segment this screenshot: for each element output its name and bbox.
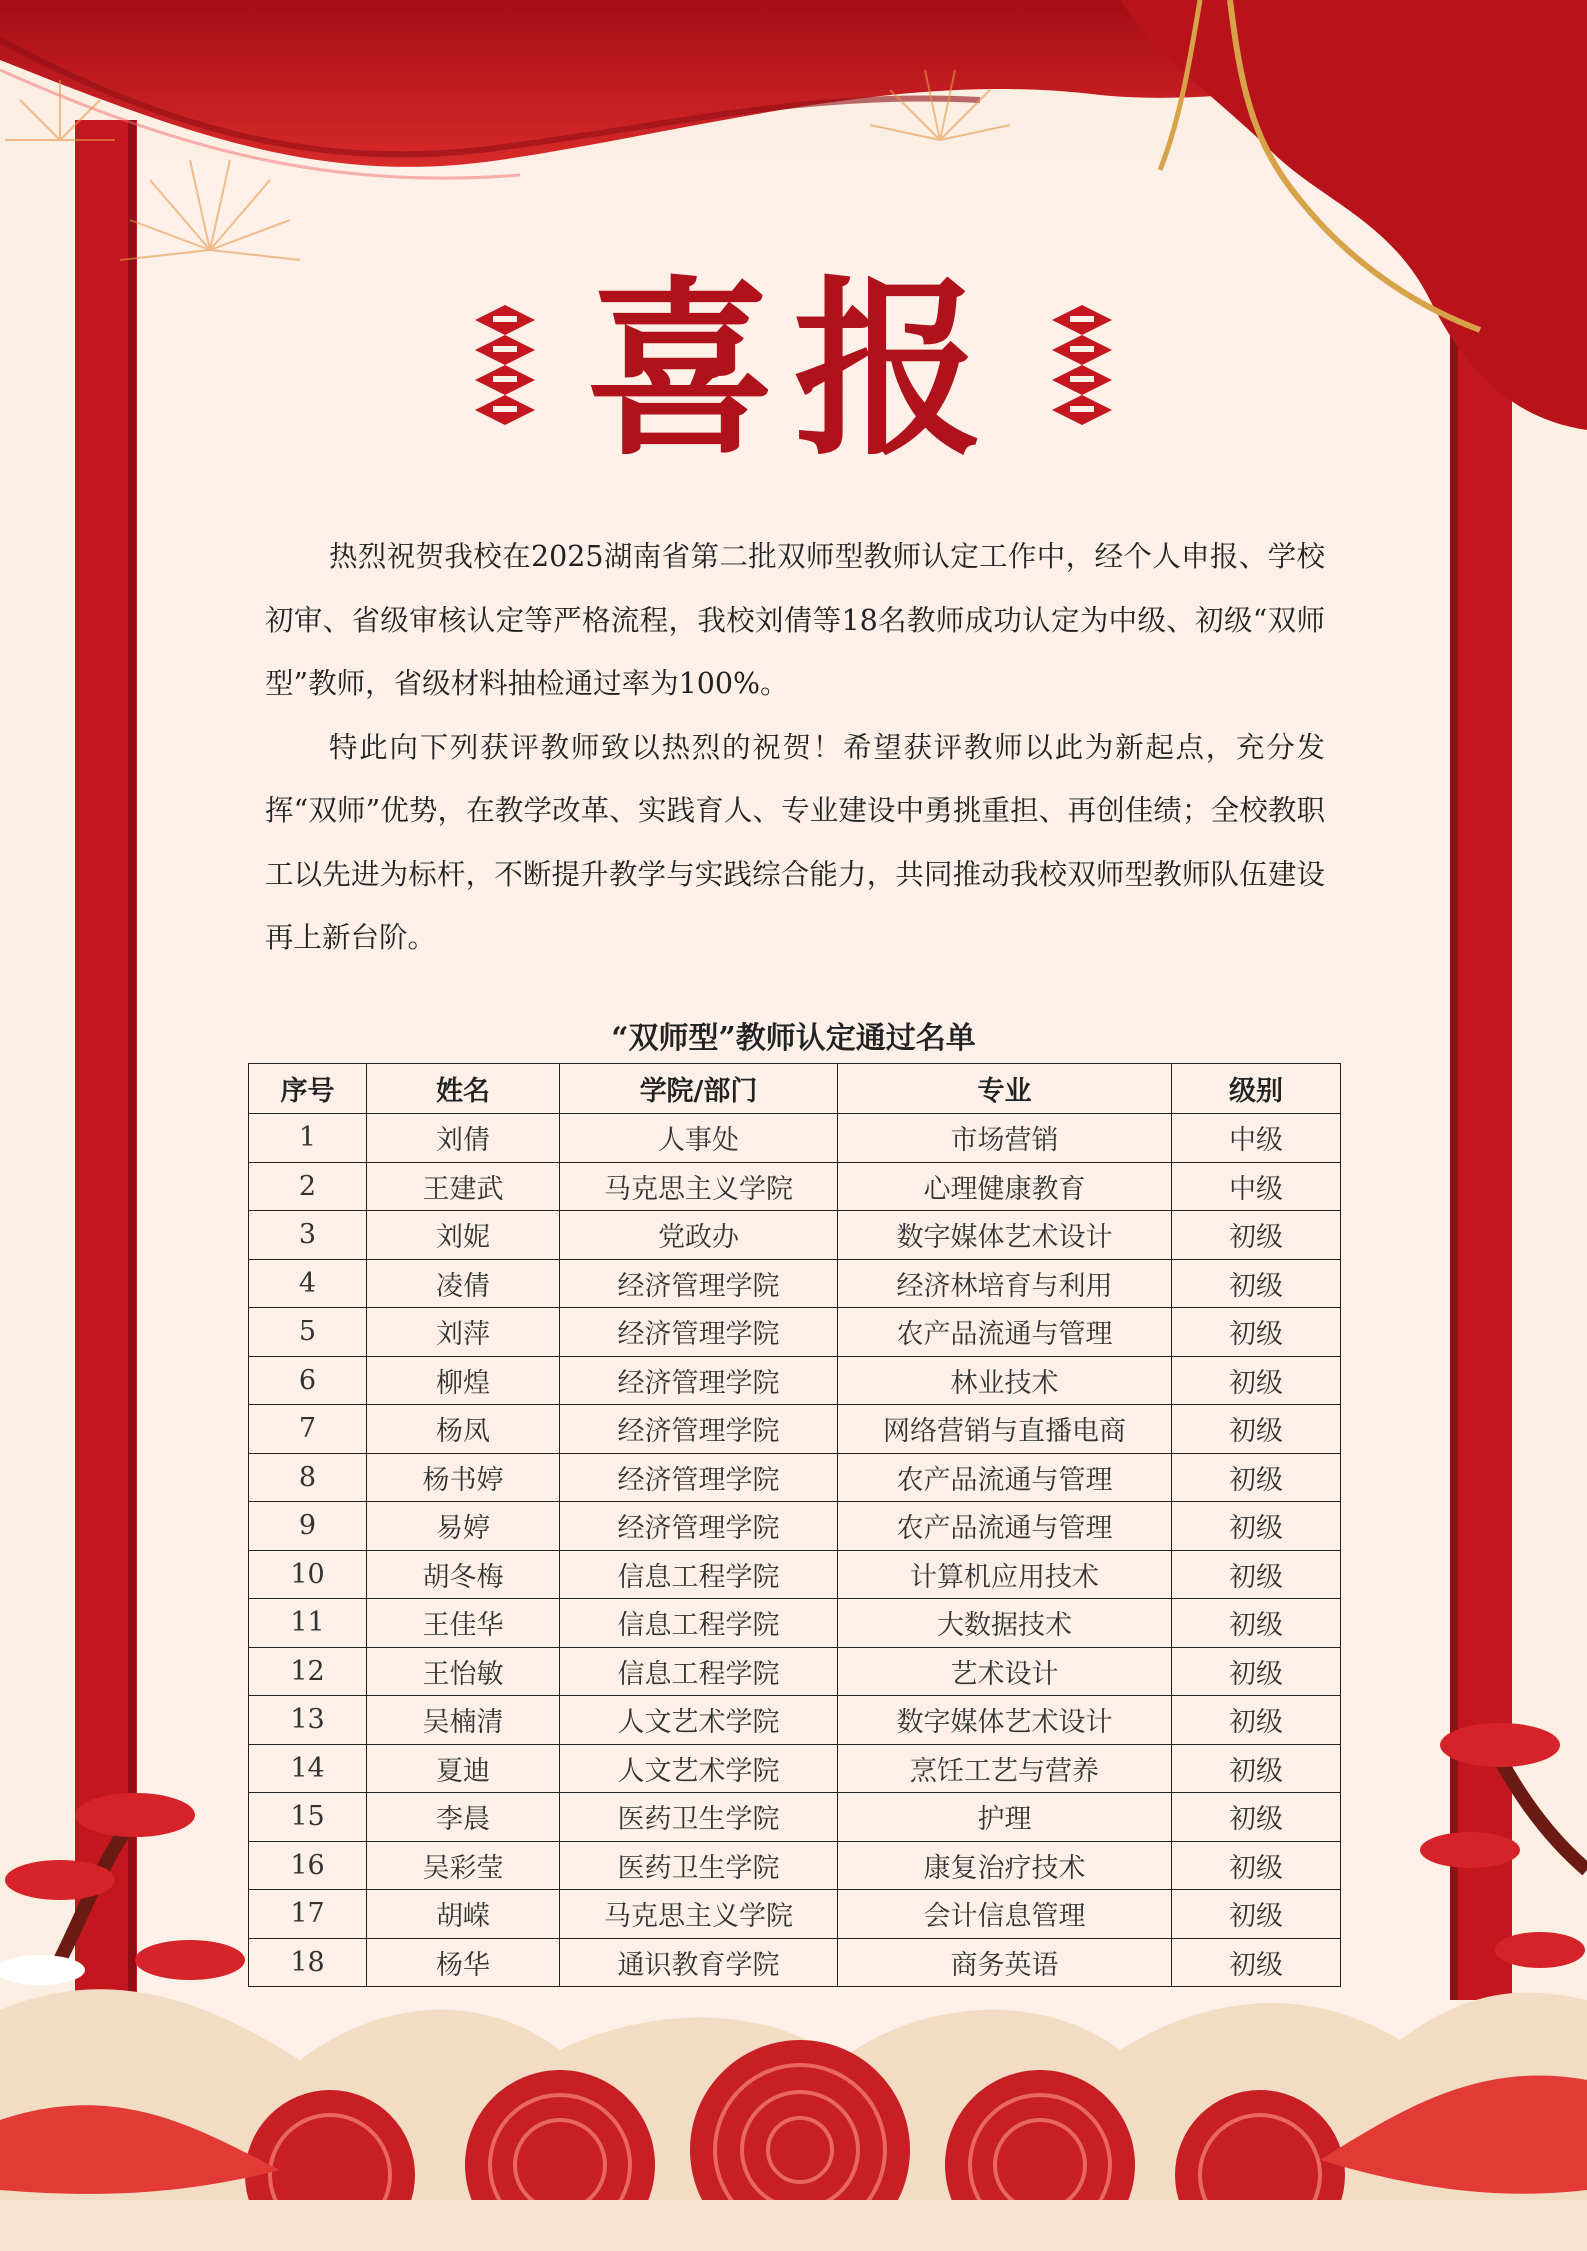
major-cell: 农产品流通与管理	[838, 1453, 1172, 1502]
level-cell: 初级	[1172, 1259, 1341, 1308]
major-cell: 林业技术	[838, 1356, 1172, 1405]
row-number-cell: 13	[249, 1696, 367, 1745]
major-cell: 心理健康教育	[838, 1162, 1172, 1211]
department-cell: 通识教育学院	[560, 1938, 838, 1987]
table-row	[249, 1162, 1341, 1211]
department-cell: 人文艺术学院	[560, 1696, 838, 1745]
table-row	[249, 1211, 1341, 1260]
row-number-cell: 17	[249, 1890, 367, 1939]
level-cell: 初级	[1172, 1356, 1341, 1405]
level-cell: 初级	[1172, 1599, 1341, 1648]
level-cell: 初级	[1172, 1938, 1341, 1987]
department-cell: 马克思主义学院	[560, 1890, 838, 1939]
level-cell: 初级	[1172, 1841, 1341, 1890]
level-cell: 初级	[1172, 1502, 1341, 1551]
table-row	[249, 1841, 1341, 1890]
level-cell: 中级	[1172, 1162, 1341, 1211]
row-number-cell: 12	[249, 1647, 367, 1696]
major-cell: 会计信息管理	[838, 1890, 1172, 1939]
department-cell: 医药卫生学院	[560, 1793, 838, 1842]
announcement-body	[265, 525, 1325, 970]
name-cell: 凌倩	[367, 1259, 560, 1308]
major-cell: 网络营销与直播电商	[838, 1405, 1172, 1454]
major-cell: 烹饪工艺与营养	[838, 1744, 1172, 1793]
roster-title: “双师型”教师认定通过名单	[611, 1021, 976, 1056]
name-cell: 胡嵘	[367, 1890, 560, 1939]
table-row	[249, 1308, 1341, 1357]
column-header: 姓名	[367, 1064, 560, 1114]
major-cell: 大数据技术	[838, 1599, 1172, 1648]
major-cell: 市场营销	[838, 1114, 1172, 1163]
department-cell: 人事处	[560, 1114, 838, 1163]
row-number-cell: 11	[249, 1599, 367, 1648]
lantern-ornament-icon	[465, 300, 545, 440]
row-number-cell: 7	[249, 1405, 367, 1454]
row-number-cell: 1	[249, 1114, 367, 1163]
table-row	[249, 1890, 1341, 1939]
roster-table	[248, 1063, 1341, 1987]
level-cell: 初级	[1172, 1890, 1341, 1939]
table-row	[249, 1599, 1341, 1648]
name-cell: 吴彩莹	[367, 1841, 560, 1890]
name-cell: 刘妮	[367, 1211, 560, 1260]
row-number-cell: 18	[249, 1938, 367, 1987]
name-cell: 刘萍	[367, 1308, 560, 1357]
department-cell: 经济管理学院	[560, 1259, 838, 1308]
name-cell: 夏迪	[367, 1744, 560, 1793]
announcement-paragraph: 热烈祝贺我校在2025湖南省第二批双师型教师认定工作中，经个人申报、学校初审、省级审核认定等严格流程，我校刘倩等18名教师成功认定为中级、初级“双师型”教师，省级材料抽检通过率为100%。	[265, 540, 1325, 700]
table-row	[249, 1938, 1341, 1987]
department-cell: 经济管理学院	[560, 1405, 838, 1454]
lantern-ornament-icon	[1042, 300, 1122, 440]
row-number-cell: 14	[249, 1744, 367, 1793]
level-cell: 初级	[1172, 1793, 1341, 1842]
major-cell: 数字媒体艺术设计	[838, 1211, 1172, 1260]
row-number-cell: 5	[249, 1308, 367, 1357]
name-cell: 柳煌	[367, 1356, 560, 1405]
department-cell: 经济管理学院	[560, 1453, 838, 1502]
column-header: 序号	[249, 1064, 367, 1114]
column-header: 级别	[1172, 1064, 1341, 1114]
level-cell: 初级	[1172, 1453, 1341, 1502]
department-cell: 信息工程学院	[560, 1647, 838, 1696]
table-row	[249, 1647, 1341, 1696]
poster-title: 喜报	[585, 258, 1002, 481]
name-cell: 杨凤	[367, 1405, 560, 1454]
level-cell: 初级	[1172, 1211, 1341, 1260]
column-header: 专业	[838, 1064, 1172, 1114]
name-cell: 王怡敏	[367, 1647, 560, 1696]
row-number-cell: 8	[249, 1453, 367, 1502]
major-cell: 计算机应用技术	[838, 1550, 1172, 1599]
table-row	[249, 1502, 1341, 1551]
row-number-cell: 6	[249, 1356, 367, 1405]
poster-header	[0, 255, 1587, 485]
name-cell: 易婷	[367, 1502, 560, 1551]
department-cell: 经济管理学院	[560, 1502, 838, 1551]
department-cell: 经济管理学院	[560, 1308, 838, 1357]
major-cell: 艺术设计	[838, 1647, 1172, 1696]
table-row	[249, 1356, 1341, 1405]
level-cell: 初级	[1172, 1308, 1341, 1357]
name-cell: 王建武	[367, 1162, 560, 1211]
major-cell: 农产品流通与管理	[838, 1502, 1172, 1551]
level-cell: 初级	[1172, 1696, 1341, 1745]
level-cell: 初级	[1172, 1744, 1341, 1793]
major-cell: 商务英语	[838, 1938, 1172, 1987]
major-cell: 数字媒体艺术设计	[838, 1696, 1172, 1745]
table-row	[249, 1114, 1341, 1163]
level-cell: 初级	[1172, 1550, 1341, 1599]
name-cell: 杨书婷	[367, 1453, 560, 1502]
table-row	[249, 1696, 1341, 1745]
level-cell: 中级	[1172, 1114, 1341, 1163]
major-cell: 护理	[838, 1793, 1172, 1842]
department-cell: 信息工程学院	[560, 1599, 838, 1648]
table-row	[249, 1453, 1341, 1502]
department-cell: 党政办	[560, 1211, 838, 1260]
department-cell: 信息工程学院	[560, 1550, 838, 1599]
table-header-row	[249, 1064, 1341, 1114]
name-cell: 李晨	[367, 1793, 560, 1842]
announcement-paragraph: 特此向下列获评教师致以热烈的祝贺！希望获评教师以此为新起点，充分发挥“双师”优势，在教学改革、实践育人、专业建设中勇挑重担、再创佳绩；全校教职工以先进为标杆，不断提升教学与实践综合能力，共同推动我校双师型教师队伍建设再上新台阶。	[265, 730, 1325, 954]
level-cell: 初级	[1172, 1405, 1341, 1454]
row-number-cell: 10	[249, 1550, 367, 1599]
table-row	[249, 1550, 1341, 1599]
major-cell: 农产品流通与管理	[838, 1308, 1172, 1357]
column-header: 学院/部门	[560, 1064, 838, 1114]
department-cell: 马克思主义学院	[560, 1162, 838, 1211]
major-cell: 康复治疗技术	[838, 1841, 1172, 1890]
row-number-cell: 9	[249, 1502, 367, 1551]
row-number-cell: 15	[249, 1793, 367, 1842]
table-row	[249, 1259, 1341, 1308]
name-cell: 吴楠清	[367, 1696, 560, 1745]
table-row	[249, 1405, 1341, 1454]
name-cell: 王佳华	[367, 1599, 560, 1648]
table-row	[249, 1744, 1341, 1793]
row-number-cell: 4	[249, 1259, 367, 1308]
row-number-cell: 3	[249, 1211, 367, 1260]
row-number-cell: 2	[249, 1162, 367, 1211]
department-cell: 经济管理学院	[560, 1356, 838, 1405]
level-cell: 初级	[1172, 1647, 1341, 1696]
name-cell: 杨华	[367, 1938, 560, 1987]
table-row	[249, 1793, 1341, 1842]
name-cell: 胡冬梅	[367, 1550, 560, 1599]
name-cell: 刘倩	[367, 1114, 560, 1163]
major-cell: 经济林培育与利用	[838, 1259, 1172, 1308]
department-cell: 医药卫生学院	[560, 1841, 838, 1890]
row-number-cell: 16	[249, 1841, 367, 1890]
department-cell: 人文艺术学院	[560, 1744, 838, 1793]
